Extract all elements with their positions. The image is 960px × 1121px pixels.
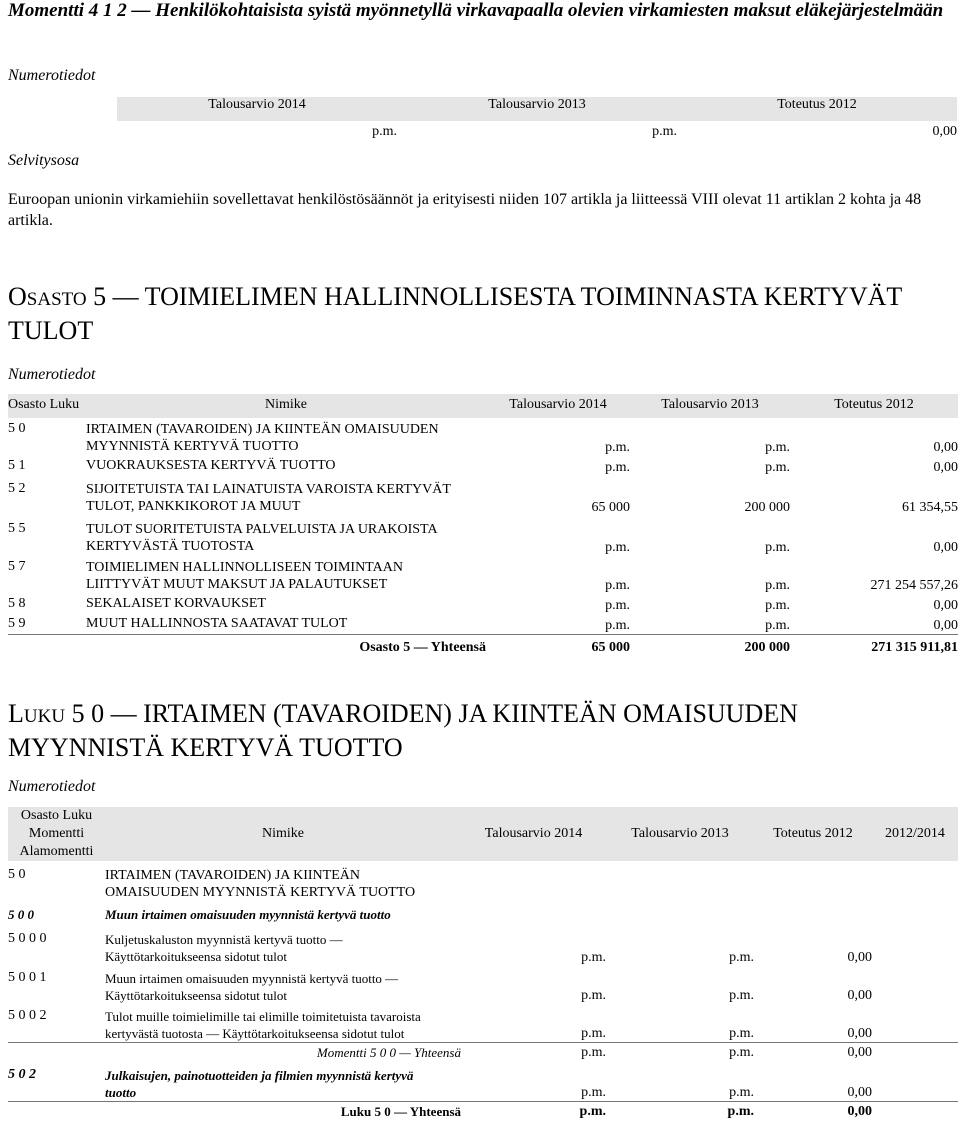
momentti-total-row: Momentti 5 0 0 — Yhteensä p.m. p.m. 0,00 <box>8 1043 958 1063</box>
value-tot2012: 0,00 <box>932 124 957 139</box>
table-row: 5 2 SIJOITETUISTA TAI LAINATUISTA VAROISTA KERTYVÄT TULOT, PANKKIKOROT JA MUUT 65 000 200 000 61 354,55 <box>8 481 958 515</box>
table-row: 5 0 IRTAIMEN (TAVAROIDEN) JA KIINTEÄN OMAISUUDEN MYYNNISTÄ KERTYVÄ TUOTTO p.m. p.m. 0,00 <box>8 421 958 455</box>
osasto-table <box>8 394 958 660</box>
table-row: 5 8 SEKALAISET KORVAUKSET p.m. p.m. 0,00 <box>8 596 958 613</box>
value-ta2013: p.m. <box>652 124 677 139</box>
header-ta2013: Talousarvio 2013 <box>630 394 790 418</box>
header-ratio: 2012/2014 <box>872 807 958 861</box>
luku-heading: LUKU 5 0 — IRTAIMEN (TAVAROIDEN) JA KIINTEÄN OMAISUUDEN MYYNNISTÄ KERTYVÄ TUOTTO <box>8 699 798 762</box>
value-ta2014: p.m. <box>372 124 397 139</box>
header-nimike: Nimike <box>86 394 486 418</box>
table-row: 5 0 IRTAIMEN (TAVAROIDEN) JA KIINTEÄN OMAISUUDEN MYYNNISTÄ KERTYVÄ TUOTTO <box>8 867 416 900</box>
table-row: 5 5 TULOT SUORITETUISTA PALVELUISTA JA URAKOISTA KERTYVÄSTÄ TUOTOSTA p.m. p.m. 0,00 <box>8 521 958 555</box>
selvitysosa-label: Selvitysosa <box>8 152 80 169</box>
header-nimike: Nimike <box>105 807 461 861</box>
header-tot2012: Toteutus 2012 <box>790 394 958 418</box>
numerotiedot-label: Numerotiedot <box>8 67 96 84</box>
luku-total-row: Luku 5 0 — Yhteensä p.m. p.m. 0,00 <box>8 1101 958 1121</box>
table-row: 5 0 0 Muun irtaimen omaisuuden myynnistä kertyvä tuotto <box>8 907 391 922</box>
header-ta2013: Talousarvio 2013 <box>397 97 677 121</box>
header-ta2014: Talousarvio 2014 <box>461 807 606 861</box>
table-row: 5 0 0 1 Muun irtaimen omaisuuden myynnistä kertyvä tuotto — Käyttötarkoitukseensa sidotut tulot p.m. p.m. 0,00 <box>8 970 872 1003</box>
momentti-table <box>117 97 957 145</box>
osasto-heading: OSASTO 5 — TOIMIELIMEN HALLINNOLLISESTA TOIMINNASTA KERTYVÄT TULOT <box>8 282 902 345</box>
table-row: 5 1 VUOKRAUKSESTA KERTYVÄ TUOTTO p.m. p.m. 0,00 <box>8 458 958 475</box>
momentti-title: Momentti 4 1 2 — Henkilökohtaisista syistä myönnetyllä virkavapaalla olevien virkamiesten maksut eläkejärjestelmään <box>8 0 944 21</box>
numerotiedot-label: Numerotiedot <box>8 366 96 383</box>
table-row: 5 0 0 2 Tulot muille toimielimille tai elimille toimitetuista tavaroista kertyvästä tuotosta — Käyttötarkoitukseensa sidotut tulot p.m. p.m. 0,00 <box>8 1008 872 1041</box>
selvitysosa-text: Euroopan unionin virkamiehiin sovellettavat henkilöstösäännöt ja erityisesti niiden 107 artikla ja liitteessä VIII olevat 11 artiklan 2 kohta ja 48 artikla. <box>8 191 922 229</box>
header-ta2013: Talousarvio 2013 <box>606 807 754 861</box>
table-row: 5 0 2 Julkaisujen, painotuotteiden ja filmien myynnistä kertyvä tuotto p.m. p.m. 0,00 <box>8 1066 872 1100</box>
header-ta2014: Talousarvio 2014 <box>486 394 630 418</box>
header-ta2014: Talousarvio 2014 <box>117 97 397 121</box>
header-tot2012: Toteutus 2012 <box>754 807 872 861</box>
table-row: 5 9 MUUT HALLINNOSTA SAATAVAT TULOT p.m. p.m. 0,00 <box>8 616 958 633</box>
table-row: 5 0 0 0 Kuljetuskaluston myynnistä kertyvä tuotto — Käyttötarkoitukseensa sidotut tulot p.m. p.m. 0,00 <box>8 931 872 965</box>
total-row: Osasto 5 — Yhteensä 65 000 200 000 271 315 911,81 <box>8 634 958 660</box>
numerotiedot-label: Numerotiedot <box>8 778 96 795</box>
header-tot2012: Toteutus 2012 <box>677 97 957 121</box>
header-codes: Osasto Luku Momentti Alamomentti <box>8 807 105 861</box>
table-row: 5 7 TOIMIELIMEN HALLINNOLLISEEN TOIMINTAAN LIITTYVÄT MUUT MAKSUT JA PALAUTUKSET p.m. p.m. 271 254 557,26 <box>8 559 958 593</box>
luku-table <box>8 807 958 1121</box>
header-osasto-luku: Osasto Luku <box>8 394 86 418</box>
